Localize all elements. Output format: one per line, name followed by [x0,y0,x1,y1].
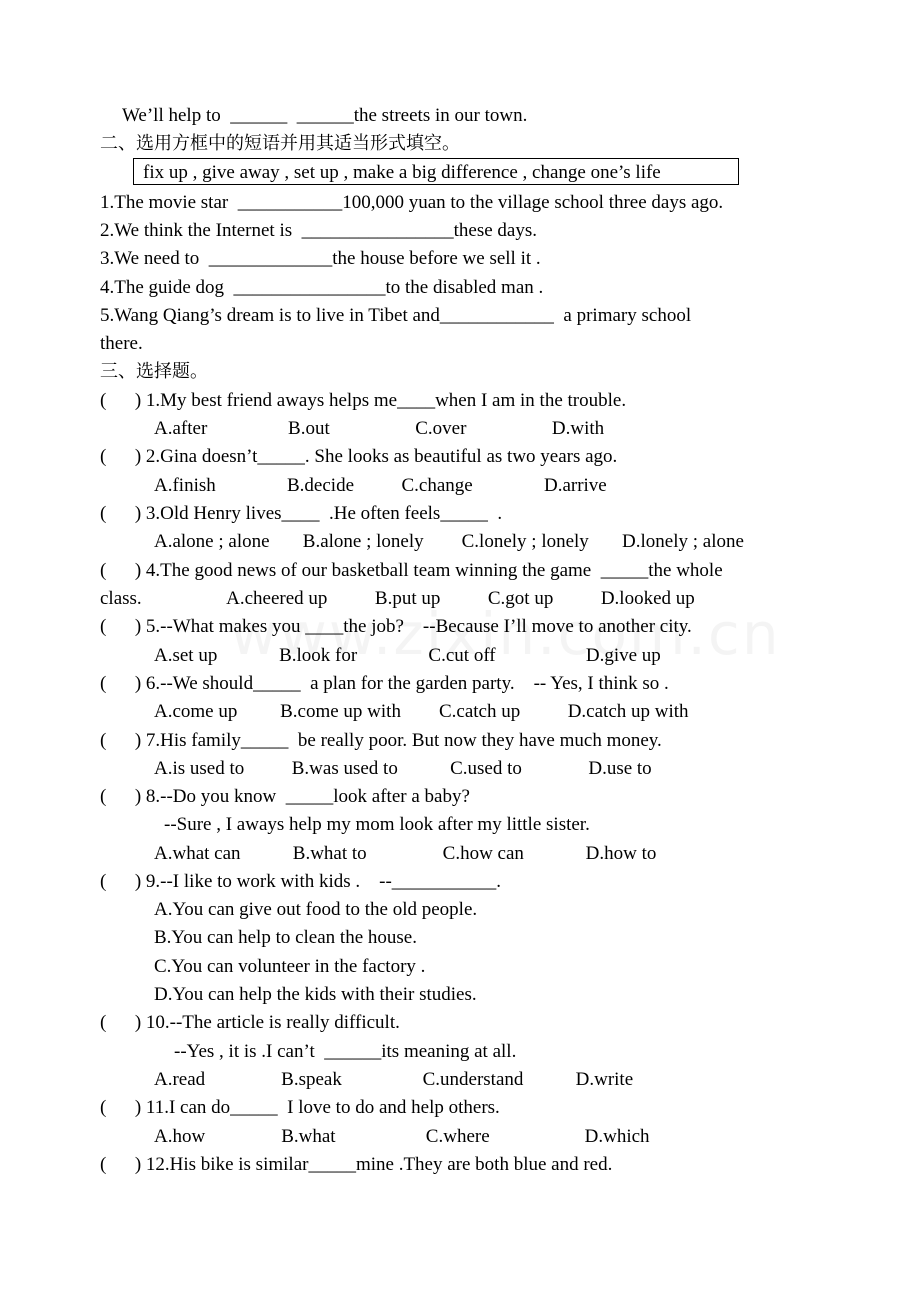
q6-stem: ( ) 6.--We should_____ a plan for the garden party. -- Yes, I think so . [100,673,669,694]
phrase-box [133,158,739,185]
q9-option-c: C.You can volunteer in the factory . [154,956,426,977]
q4-stem: ( ) 4.The good news of our basketball team winning the game _____the whole [100,560,723,581]
q9-stem: ( ) 9.--I like to work with kids . --___________. [100,871,502,892]
q2-stem: ( ) 2.Gina doesn’t_____. She looks as beautiful as two years ago. [100,446,618,467]
q2-options: A.finish B.decide C.change D.arrive [154,475,607,496]
q5-stem: ( ) 5.--What makes you ____the job? --Because I’ll move to another city. [100,616,692,637]
q4-options: class. A.cheered up B.put up C.got up D.looked up [100,588,695,609]
section3-heading: 三、选择题。 [100,361,208,382]
fill-item-2: 2.We think the Internet is ________________these days. [100,220,537,241]
q1-stem: ( ) 1.My best friend aways helps me____when I am in the trouble. [100,390,627,411]
q8-reply: --Sure , I aways help my mom look after my little sister. [164,814,590,835]
q7-stem: ( ) 7.His family_____ be really poor. But now they have much money. [100,730,662,751]
q3-options: A.alone ; alone B.alone ; lonely C.lonely ; lonely D.lonely ; alone [154,531,744,552]
fill-item-3: 3.We need to _____________the house before we sell it . [100,248,541,269]
q11-stem: ( ) 11.I can do_____ I love to do and help others. [100,1097,500,1118]
q8-stem: ( ) 8.--Do you know _____look after a baby? [100,786,470,807]
q8-options: A.what can B.what to C.how can D.how to [154,843,657,864]
q6-options: A.come up B.come up with C.catch up D.catch up with [154,701,689,722]
section2-heading: 二、选用方框中的短语并用其适当形式填空。 [100,133,460,154]
q3-stem: ( ) 3.Old Henry lives____ .He often feels_____ . [100,503,503,524]
q10-options: A.read B.speak C.understand D.write [154,1069,634,1090]
q7-options: A.is used to B.was used to C.used to D.use to [154,758,652,779]
fill-item-4: 4.The guide dog ________________to the disabled man . [100,277,544,298]
q10-reply: --Yes , it is .I can’t ______its meaning at all. [174,1041,517,1062]
q12-stem: ( ) 12.His bike is similar_____mine .They are both blue and red. [100,1154,613,1175]
q5-options: A.set up B.look for C.cut off D.give up [154,645,661,666]
q9-option-d: D.You can help the kids with their studies. [154,984,477,1005]
q9-option-b: B.You can help to clean the house. [154,927,417,948]
q11-options: A.how B.what C.where D.which [154,1126,650,1147]
fill-item-5-cont: there. [100,333,143,354]
q9-option-a: A.You can give out food to the old people. [154,899,478,920]
phrase-list: fix up , give away , set up , make a big difference , change one’s life [143,162,661,183]
top-line: We’ll help to ______ ______the streets in our town. [122,105,528,126]
q10-stem: ( ) 10.--The article is really difficult. [100,1012,400,1033]
q1-options: A.after B.out C.over D.with [154,418,605,439]
fill-item-5: 5.Wang Qiang’s dream is to live in Tibet and____________ a primary school [100,305,692,326]
fill-item-1: 1.The movie star ___________100,000 yuan to the village school three days ago. [100,192,724,213]
